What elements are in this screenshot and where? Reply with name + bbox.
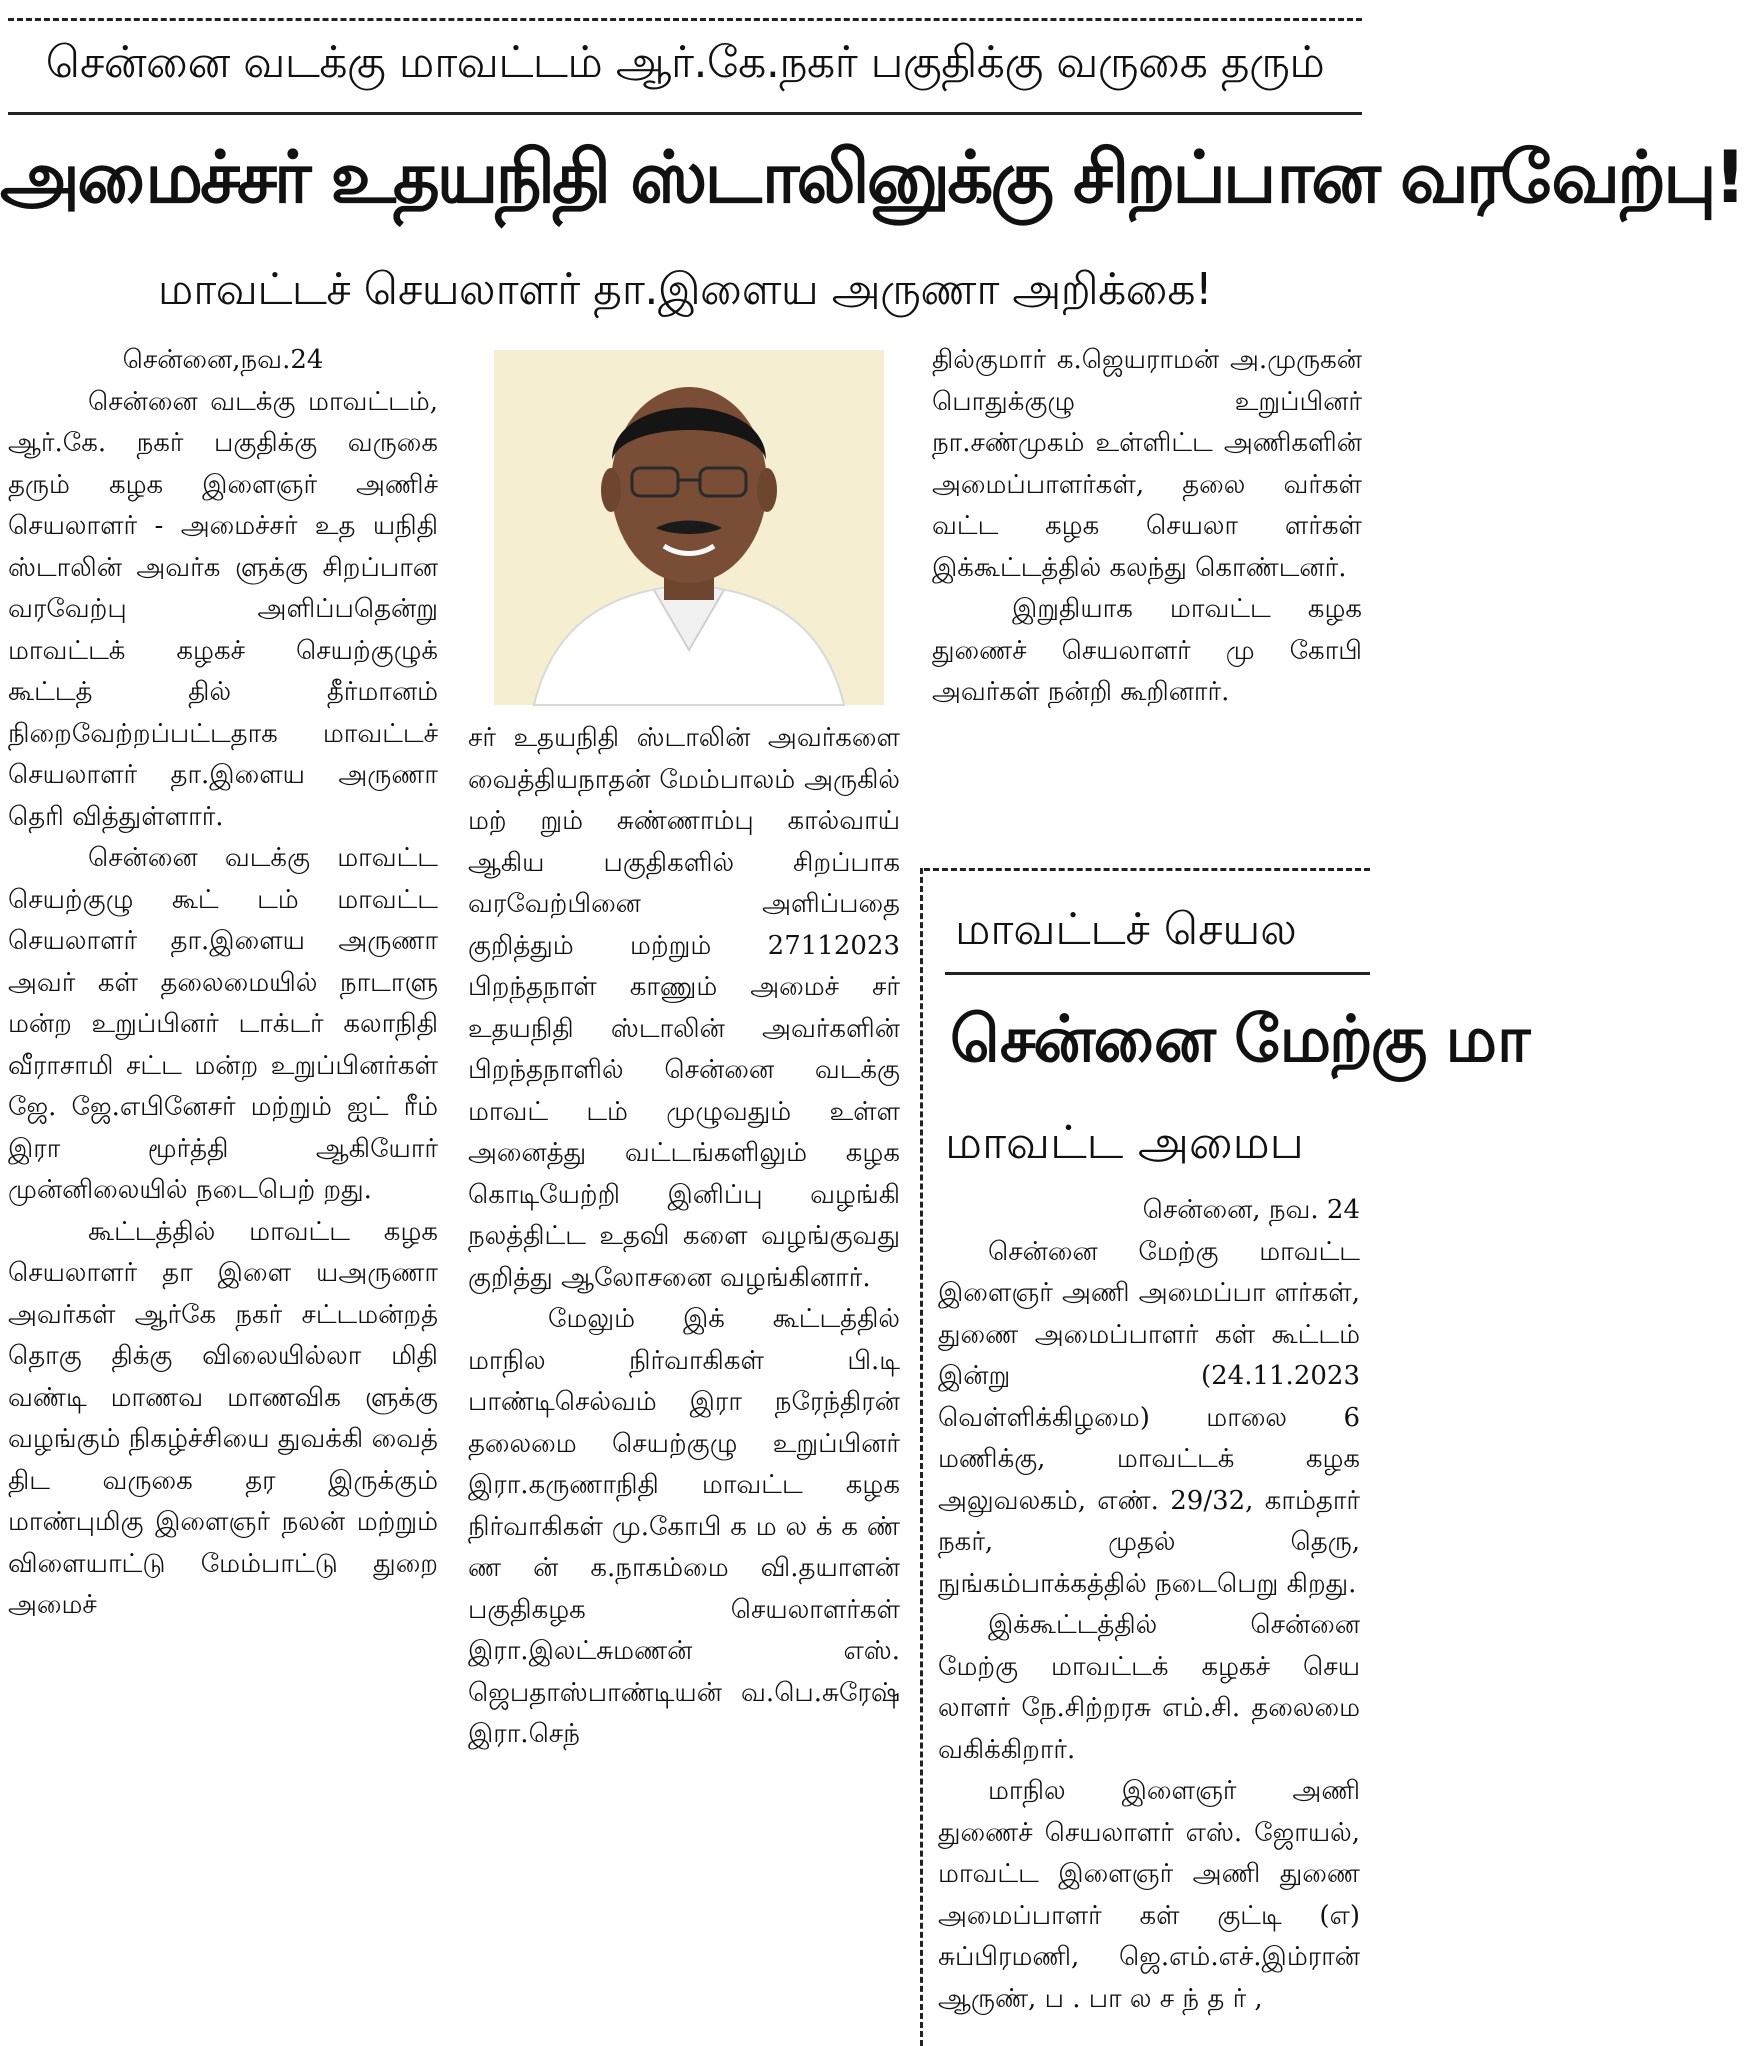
paragraph: சர் உதயநிதி ஸ்டாலின் அவர்களை வைத்தியநாதன் மேம்பாலம் அருகில் மற் றும் சுண்ணாம்பு கால்வாய் ஆகிய பகுதிகளில் சிறப்பாக வரவேற்பினை அளிப்பதை குறித்தும் மற்றும் 27112023 பிறந்தநாள் காணும் அமைச் சர் உதயநிதி ஸ்டாலின் அவர்களின் பிறந்தநாளில் சென்னை வடக்கு மாவட் டம் முழுவதும் உள்ள அனைத்து வட்டங்களிலும் கழக கொடியேற்றி இனிப்பு வழங்கி நலத்திட்ட உதவி களை வழங்குவது குறித்து ஆலோசனை வழங்கினார். — [468, 723, 900, 1293]
portrait-illustration — [494, 350, 884, 705]
main-subheadline: மாவட்டச் செயலாளர் தா.இளைய அருணா அறிக்கை! — [157, 264, 1213, 315]
paragraph: தில்குமார் க.ஜெயராமன் அ.முருகன் பொதுக்குழு உறுப்பினர் நா.சண்முகம் உள்ளிட்ட அணிகளின் அமைப்பாளர்கள், தலை வர்கள் வட்ட கழக செயலா ளர்கள் இக்கூட்டத்தில் கலந்து கொண்டனர். — [932, 345, 1362, 583]
side-kicker: மாவட்டச் செயல — [955, 904, 1297, 955]
clipped-top-text-strip — [8, 0, 1362, 21]
portrait-photo — [494, 350, 884, 705]
main-kicker: சென்னை வடக்கு மாவட்டம் ஆர்.கே.நகர் பகுதிக்கு வருகை தரும் — [45, 37, 1325, 88]
side-dateline: சென்னை, நவ. 24 — [1142, 1195, 1360, 1225]
article-column-2 — [468, 718, 900, 2040]
paragraph: கூட்டத்தில் மாவட்ட கழக செயலாளர் தா இளை யஅருணா அவர்கள் ஆர்கே நகர் சட்டமன்றத் தொகு திக்கு விலையில்லா மிதி வண்டி மாணவ மாணவிக ளுக்கு வழங்கும் நிகழ்ச்சியை துவக்கி வைத் திட வருகை தர இருக்கும் மாண்புமிகு இளைஞர் நலன் மற்றும் விளையாட்டு மேம்பாட்டு துறை அமைச் — [8, 1216, 438, 1620]
side-subheadline: மாவட்ட அமைப — [945, 1115, 1304, 1169]
article-column-3 — [932, 340, 1362, 860]
article-column-1 — [8, 340, 438, 2040]
paragraph: சென்னை வடக்கு மாவட்டம், ஆர்.கே. நகர் பகுதிக்கு வருகை தரும் கழக இளைஞர் அணிச் செயலாளர் - அமைச்சர் உத யநிதி ஸ்டாலின் அவர்க ளுக்கு சிறப்பான வரவேற்பு அளிப்பதென்று மாவட்டக் கழகச் செயற்குழுக் கூட்டத் தில் தீர்மானம் நிறைவேற்றப்பட்டதாக மாவட்டச் செயலாளர் தா.இளைய அருணா தெரி வித்துள்ளார். — [8, 386, 438, 832]
side-story-border-top — [924, 868, 1370, 871]
side-rule — [945, 972, 1370, 975]
side-headline: சென்னை மேற்கு மா — [950, 1003, 1529, 1077]
side-story-border-left — [920, 868, 923, 2046]
headline-rule — [8, 112, 1362, 115]
paragraph: மேலும் இக் கூட்டத்தில் மாநில நிர்வாகிகள் பி.டி பாண்டிசெல்வம் இரா நரேந்திரன் தலைமை செயற்குழு உறுப்பினர் இரா.கருணாநிதி மாவட்ட கழக நிர்வாகிகள் மு.கோபி க ம ல க் க ண் ண ன் க.நாகம்மை வி.தயாளன் பகுதிகழக செயலாளர்கள் இரா.இலட்சுமணன் எஸ். ஜெபதாஸ்பாண்டியன் வ.பெ.சுரேஷ் இரா.செந் — [468, 1304, 900, 1749]
paragraph: சென்னை மேற்கு மாவட்ட இளைஞர் அணி அமைப்பா ளர்கள், துணை அமைப்பாளர் கள் கூட்டம் இன்று (24.11.2023 வெள்ளிக்கிழமை) மாலை 6 மணிக்கு, மாவட்டக் கழக அலுவலகம், எண். 29/32, காம்தார் நகர், முதல் தெரு, நுங்கம்பாக்கத்தில் நடைபெறு கிறது. — [938, 1236, 1360, 1599]
paragraph: சென்னை வடக்கு மாவட்ட செயற்குழு கூட் டம் மாவட்ட செயலாளர் தா.இளைய அருணா அவர் கள் தலைமையில் நாடாளு மன்ற உறுப்பினர் டாக்டர் கலாநிதி வீராசாமி சட்ட மன்ற உறுப்பினர்கள் ஜே. ஜே.எபினேசர் மற்றும் ஐட் ரீம் இரா மூர்த்தி ஆகியோர் முன்னிலையில் நடைபெற் றது. — [8, 843, 438, 1205]
paragraph: இக்கூட்டத்தில் சென்னை மேற்கு மாவட்டக் கழகச் செய லாளர் நே.சிற்றரசு எம்.சி. தலைமை வகிக்கிறார். — [938, 1610, 1360, 1765]
paragraph: இறுதியாக மாவட்ட கழக துணைச் செயலாளர் மு கோபி அவர்கள் நன்றி கூறினார். — [932, 594, 1362, 707]
dateline: சென்னை,நவ.24 — [122, 345, 324, 375]
side-article-column — [938, 1190, 1360, 2040]
paragraph: மாநில இளைஞர் அணி துணைச் செயலாளர் எஸ். ஜோயல், மாவட்ட இளைஞர் அணி துணை அமைப்பாளர் கள் குட்டி (எ) சுப்பிரமணி, ஜெ.எம்.எச்.இம்ரான் ஆருண், ப . பா ல ச ந் த ர் , — [938, 1776, 1360, 2014]
main-headline: அமைச்சர் உதயநிதி ஸ்டாலினுக்கு சிறப்பான வரவேற்பு! — [0, 135, 1744, 219]
